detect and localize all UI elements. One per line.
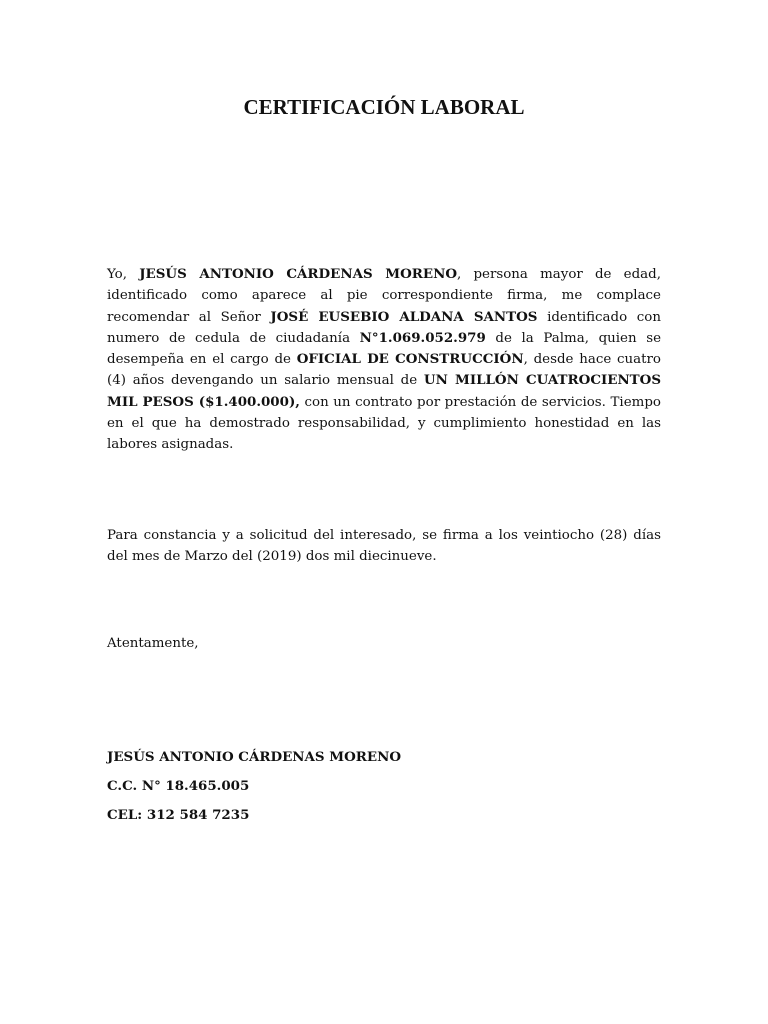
document-title: CERTIFICACIÓN LABORAL [243, 95, 525, 119]
employee-name: JOSÉ EUSEBIO ALDANA SANTOS [270, 308, 538, 325]
signatory-id: C.C. N° 18.465.005 [107, 778, 250, 794]
closing-paragraph: Para constancia y a solicitud del interesado, se firma a los veintiocho (28) días del mes de Marzo del (2019) dos mil diecinueve. [107, 528, 661, 565]
body-text: , desde hace cuatro (4) años devengando un salario mensual de [107, 352, 661, 389]
certification-body [107, 264, 661, 456]
body-text: , persona mayor de edad, identificado como aparece al pie correspondiente firma, me complace recomendar al Señor [107, 267, 661, 325]
job-title: OFICIAL DE CONSTRUCCIÓN [296, 351, 524, 368]
body-text: identificado con numero de cedula de ciudadanía [107, 309, 661, 346]
body-text: de la Palma, quien se desempeña en el cargo de [107, 330, 662, 368]
signatory-phone: CEL: 312 584 7235 [107, 807, 250, 823]
salary: UN MILLÓN CUATROCIENTOS MIL PESOS ($1.400.000), [107, 372, 661, 410]
signatory-name: JESÚS ANTONIO CÁRDENAS MORENO [107, 749, 401, 765]
employee-id: N°1.069.052.979 [359, 329, 486, 346]
issuer-name: JESÚS ANTONIO CÁRDENAS MORENO [139, 266, 457, 282]
body-text: Yo, [107, 267, 140, 282]
body-text: con un contrato por prestación de servicios. Tiempo en el que ha demostrado responsabilidad, y cumplimiento honestidad en las labores asignadas. [107, 394, 661, 453]
salutation: Atentamente, [107, 636, 199, 651]
